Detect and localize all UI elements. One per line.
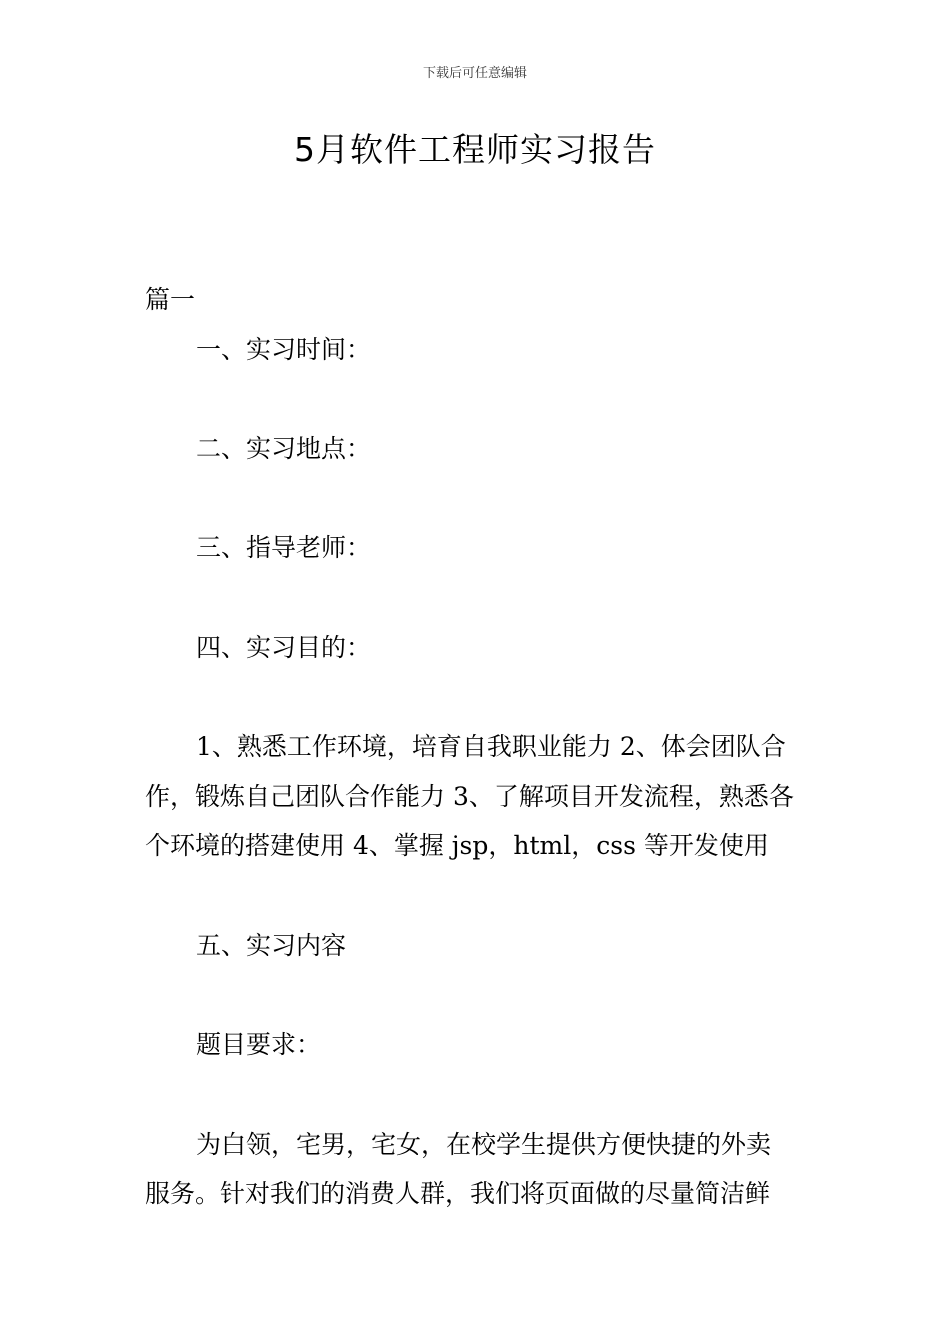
item-purpose: 四、实习目的：	[196, 633, 372, 662]
section-label: 篇一	[145, 285, 196, 314]
purpose-line-3: 个环境的搭建使用 4、掌握 jsp，html，css 等开发使用	[145, 831, 769, 860]
item-teacher: 三、指导老师：	[196, 533, 372, 562]
requirement-line-1: 为白领，宅男，宅女，在校学生提供方便快捷的外卖	[196, 1130, 772, 1159]
requirement-line-2: 服务。针对我们的消费人群，我们将页面做的尽量简洁鲜	[145, 1179, 771, 1208]
purpose-line-1: 1、熟悉工作环境，培育自我职业能力 2、体会团队合	[196, 732, 786, 761]
item-place: 二、实习地点：	[196, 434, 372, 463]
document-title: 5月软件工程师实习报告	[294, 130, 656, 169]
item-requirements: 题目要求：	[196, 1030, 322, 1059]
purpose-line-2: 作，锻炼自己团队合作能力 3、了解项目开发流程，熟悉各	[145, 782, 794, 811]
item-content: 五、实习内容	[196, 931, 347, 960]
item-time: 一、实习时间：	[196, 335, 372, 364]
header-note: 下载后可任意编辑	[422, 66, 527, 81]
